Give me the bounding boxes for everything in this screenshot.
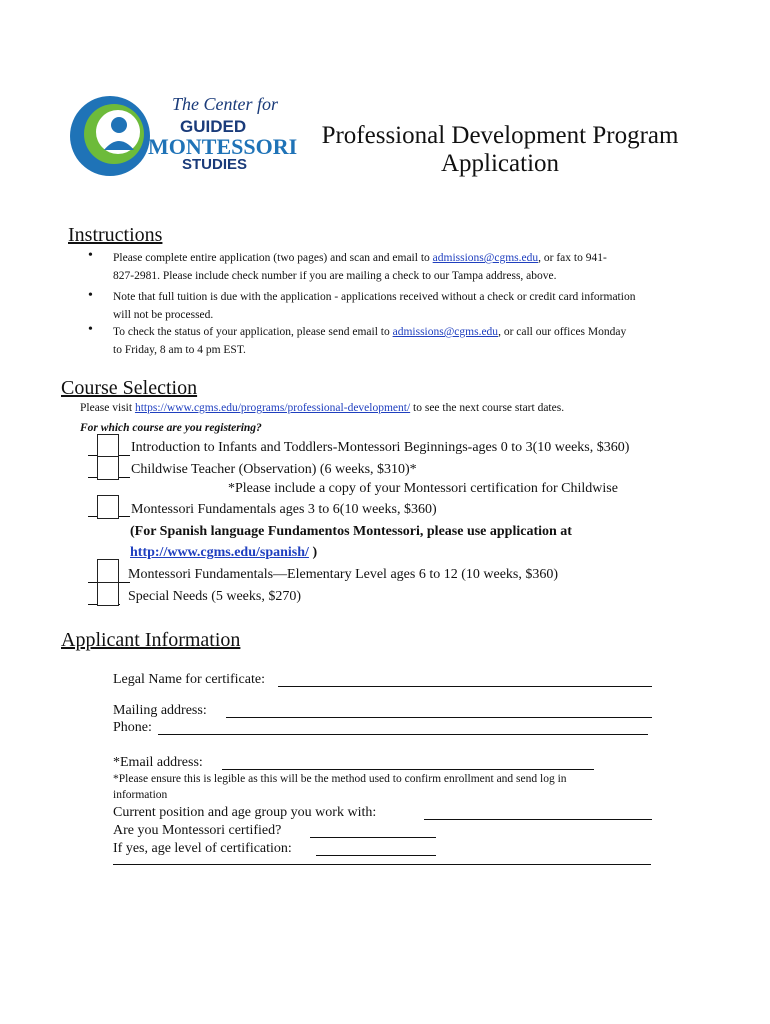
course-selection-heading: Course Selection: [61, 377, 198, 399]
email-field[interactable]: [222, 769, 594, 770]
course-4-label: Montessori Fundamentals—Elementary Level ages 6 to 12 (10 weeks, $360): [128, 567, 559, 582]
legal-name-field[interactable]: [278, 686, 652, 687]
applicant-heading: Applicant Information: [61, 629, 241, 651]
instructions-heading: Instructions: [68, 224, 163, 246]
course-3-checkbox[interactable]: [97, 495, 119, 519]
admissions-email-link[interactable]: admissions@cgms.edu: [432, 252, 539, 264]
course-5-label: Special Needs (5 weeks, $270): [128, 589, 302, 604]
logo-line-4: STUDIES: [182, 156, 248, 173]
email-label: *Email address:: [113, 755, 203, 770]
email-note: *Please ensure this is legible as this will be the method used to confirm enrollment and send log in information: [113, 773, 567, 801]
mailing-address-label: Mailing address:: [113, 703, 207, 718]
spanish-note: (For Spanish language Fundamentos Montessori, please use application at: [130, 524, 572, 539]
phone-label: Phone:: [113, 720, 152, 735]
age-level-label: If yes, age level of certification:: [113, 841, 292, 856]
bullet-1: •: [88, 248, 93, 263]
admissions-email-link-2[interactable]: admissions@cgms.edu: [392, 326, 499, 338]
instruction-2: Note that full tuition is due with the application - applications received without a check or credit card information will not be processed.: [113, 291, 636, 321]
position-field[interactable]: [424, 819, 652, 820]
instruction-3: To check the status of your application, please send email to admissions@cgms.edu, or call our offices Monday to Friday, 8 am to 4 pm EST.: [113, 326, 627, 356]
course-4-checkbox[interactable]: [97, 559, 119, 583]
certified-label: Are you Montessori certified?: [113, 823, 282, 838]
extra-line-field[interactable]: [113, 864, 651, 865]
visit-line: Please visit https://www.cgms.edu/programs/professional-development/ to see the next course start dates.: [80, 402, 565, 414]
logo-line-1: The Center for: [172, 94, 278, 114]
logo-line-2: GUIDED: [180, 117, 247, 136]
childwise-note: *Please include a copy of your Montessori certification for Childwise: [228, 481, 618, 496]
legal-name-label: Legal Name for certificate:: [113, 672, 265, 687]
course-1-checkbox[interactable]: [97, 434, 119, 458]
bullet-3: •: [88, 322, 93, 337]
course-3-label: Montessori Fundamentals ages 3 to 6(10 weeks, $360): [131, 502, 437, 517]
title-line-1: Professional Development Program: [321, 122, 679, 149]
course-question: For which course are you registering?: [80, 422, 262, 434]
course-2-label: Childwise Teacher (Observation) (6 weeks, $310)*: [131, 462, 417, 477]
title-line-2: Application: [440, 150, 560, 177]
logo-line-3: MONTESSORI: [148, 134, 298, 159]
cgms-logo: [66, 92, 298, 178]
bullet-2: •: [88, 288, 93, 303]
phone-field[interactable]: [158, 734, 648, 735]
course-5-checkbox[interactable]: [97, 582, 119, 606]
course-2-checkbox[interactable]: [97, 456, 119, 480]
spanish-application-link[interactable]: http://www.cgms.edu/spanish/: [130, 545, 309, 560]
spanish-link-line: http://www.cgms.edu/spanish/ ): [130, 545, 318, 560]
course-dates-link[interactable]: https://www.cgms.edu/programs/professional-development/: [134, 402, 411, 414]
course-1-label: Introduction to Infants and Toddlers-Montessori Beginnings-ages 0 to 3(10 weeks, $360): [131, 440, 630, 455]
mailing-address-field[interactable]: [226, 717, 652, 718]
age-level-field[interactable]: [316, 855, 436, 856]
page-title: [290, 122, 710, 178]
certified-field[interactable]: [310, 837, 436, 838]
instruction-1: Please complete entire application (two pages) and scan and email to admissions@cgms.edu, or fax to 941- 827-2981. Please include check number if you are mailing a check to our Tampa address, above.: [113, 252, 607, 282]
position-label: Current position and age group you work with:: [113, 805, 377, 820]
